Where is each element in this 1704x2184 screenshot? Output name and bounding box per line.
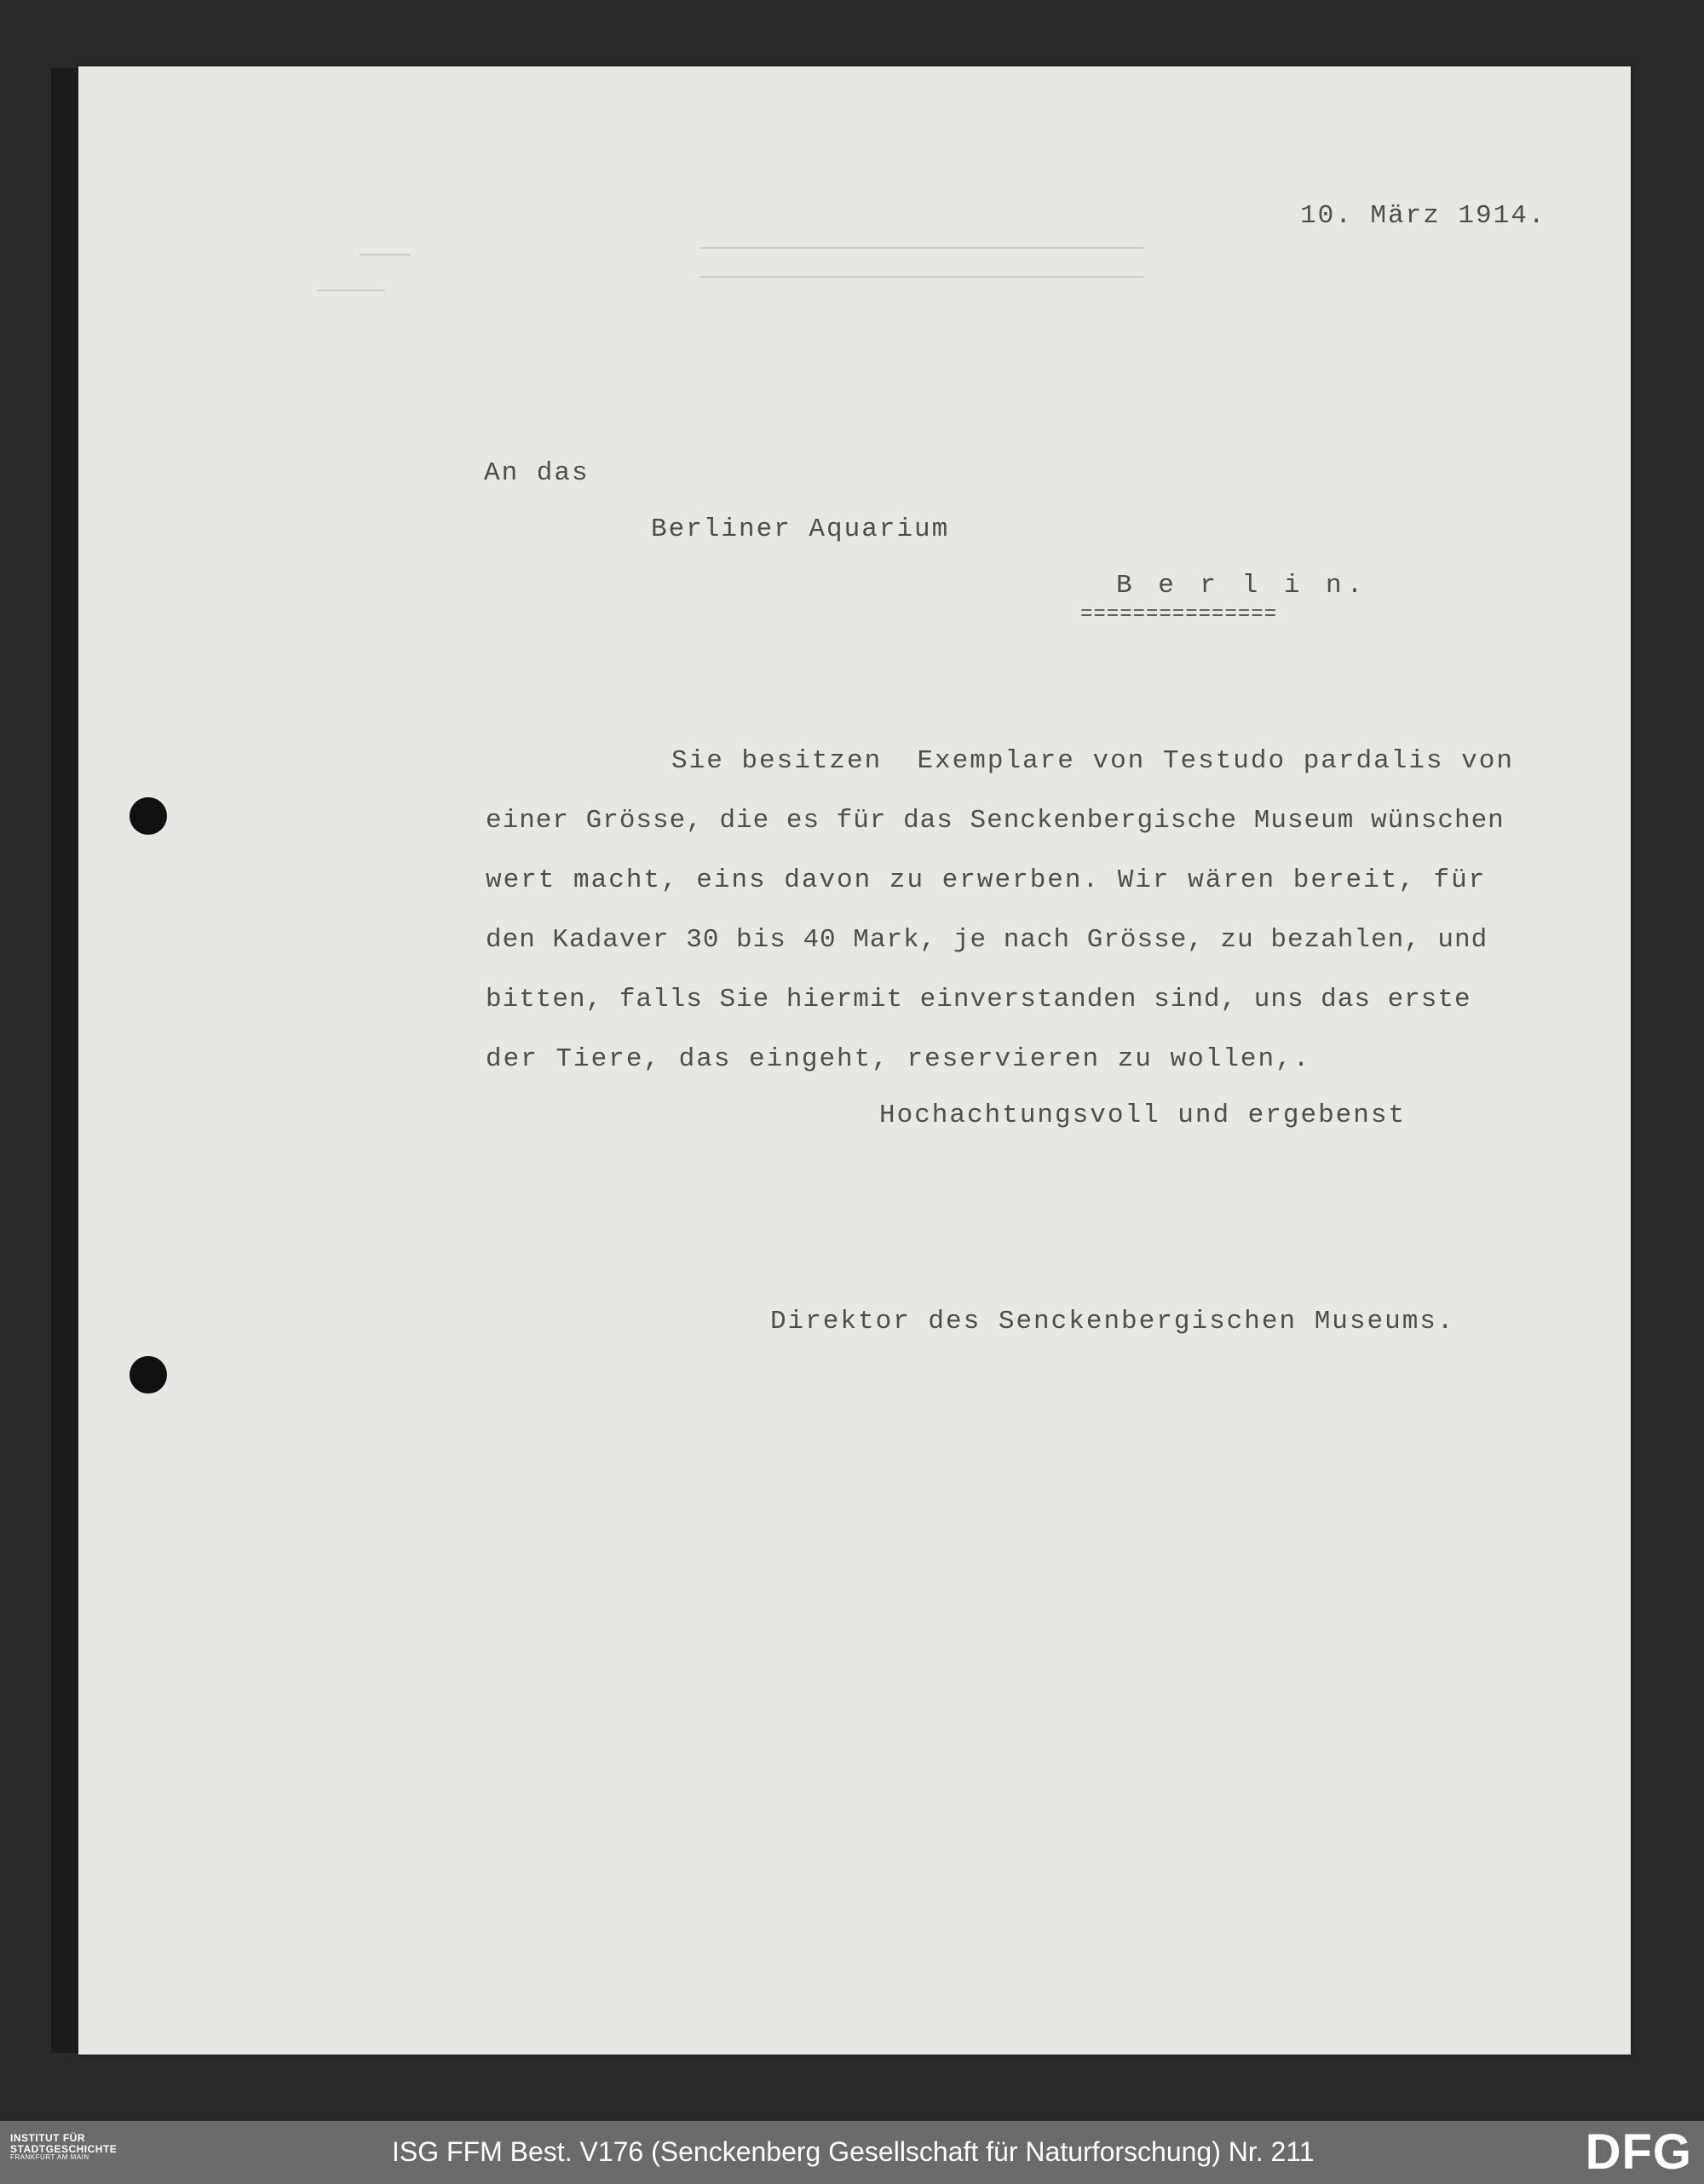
recipient-line-2: Berliner Aquarium [651,514,950,544]
punch-hole-upper [130,797,167,835]
punch-hole-lower [130,1356,167,1394]
faint-mark [317,290,385,291]
body-line-6: der Tiere, das eingeht, reservieren zu wollen,. [486,1044,1311,1074]
logo-line-2: STADTGESCHICHTE [10,2142,118,2155]
recipient-city: B e r l i n. [1116,571,1368,601]
letter-closing: Hochachtungsvoll und ergebenst [879,1101,1407,1130]
archive-footer-bar [0,2121,1704,2184]
archive-caption: ISG FFM Best. V176 (Senckenberg Gesellschaft für Naturforschung) Nr. 211 [392,2136,1315,2167]
letter-signature: Direktor des Senckenbergischen Museums. [770,1307,1455,1336]
faint-mark [700,247,1143,249]
logo-line-3: FRANKFURT AM MAIN [10,2153,89,2162]
dfg-logo: DFG [1585,2124,1692,2180]
body-line-1: Sie besitzen Exemplare von Testudo pardalis von [671,746,1514,776]
body-line-4: den Kadaver 30 bis 40 Mark, je nach Grösse, zu bezahlen, und [486,925,1488,955]
letter-page [78,66,1631,2055]
faint-mark [360,254,411,256]
institute-logo [10,2133,172,2162]
faint-mark [700,276,1143,278]
letter-date: 10. März 1914. [1300,201,1546,231]
recipient-line-1: An das [484,458,590,488]
paper-shadow-edge [51,68,82,2053]
body-line-3: wert macht, eins davon zu erwerben. Wir wären bereit, für [486,865,1487,895]
body-line-2: einer Grösse, die es für das Senckenbergische Museum wünschen [486,806,1505,836]
city-underline: =============== [1080,603,1278,626]
body-line-5: bitten, falls Sie hiermit einverstanden sind, uns das erste [486,985,1471,1014]
logo-line-1: INSTITUT FÜR [10,2132,85,2144]
